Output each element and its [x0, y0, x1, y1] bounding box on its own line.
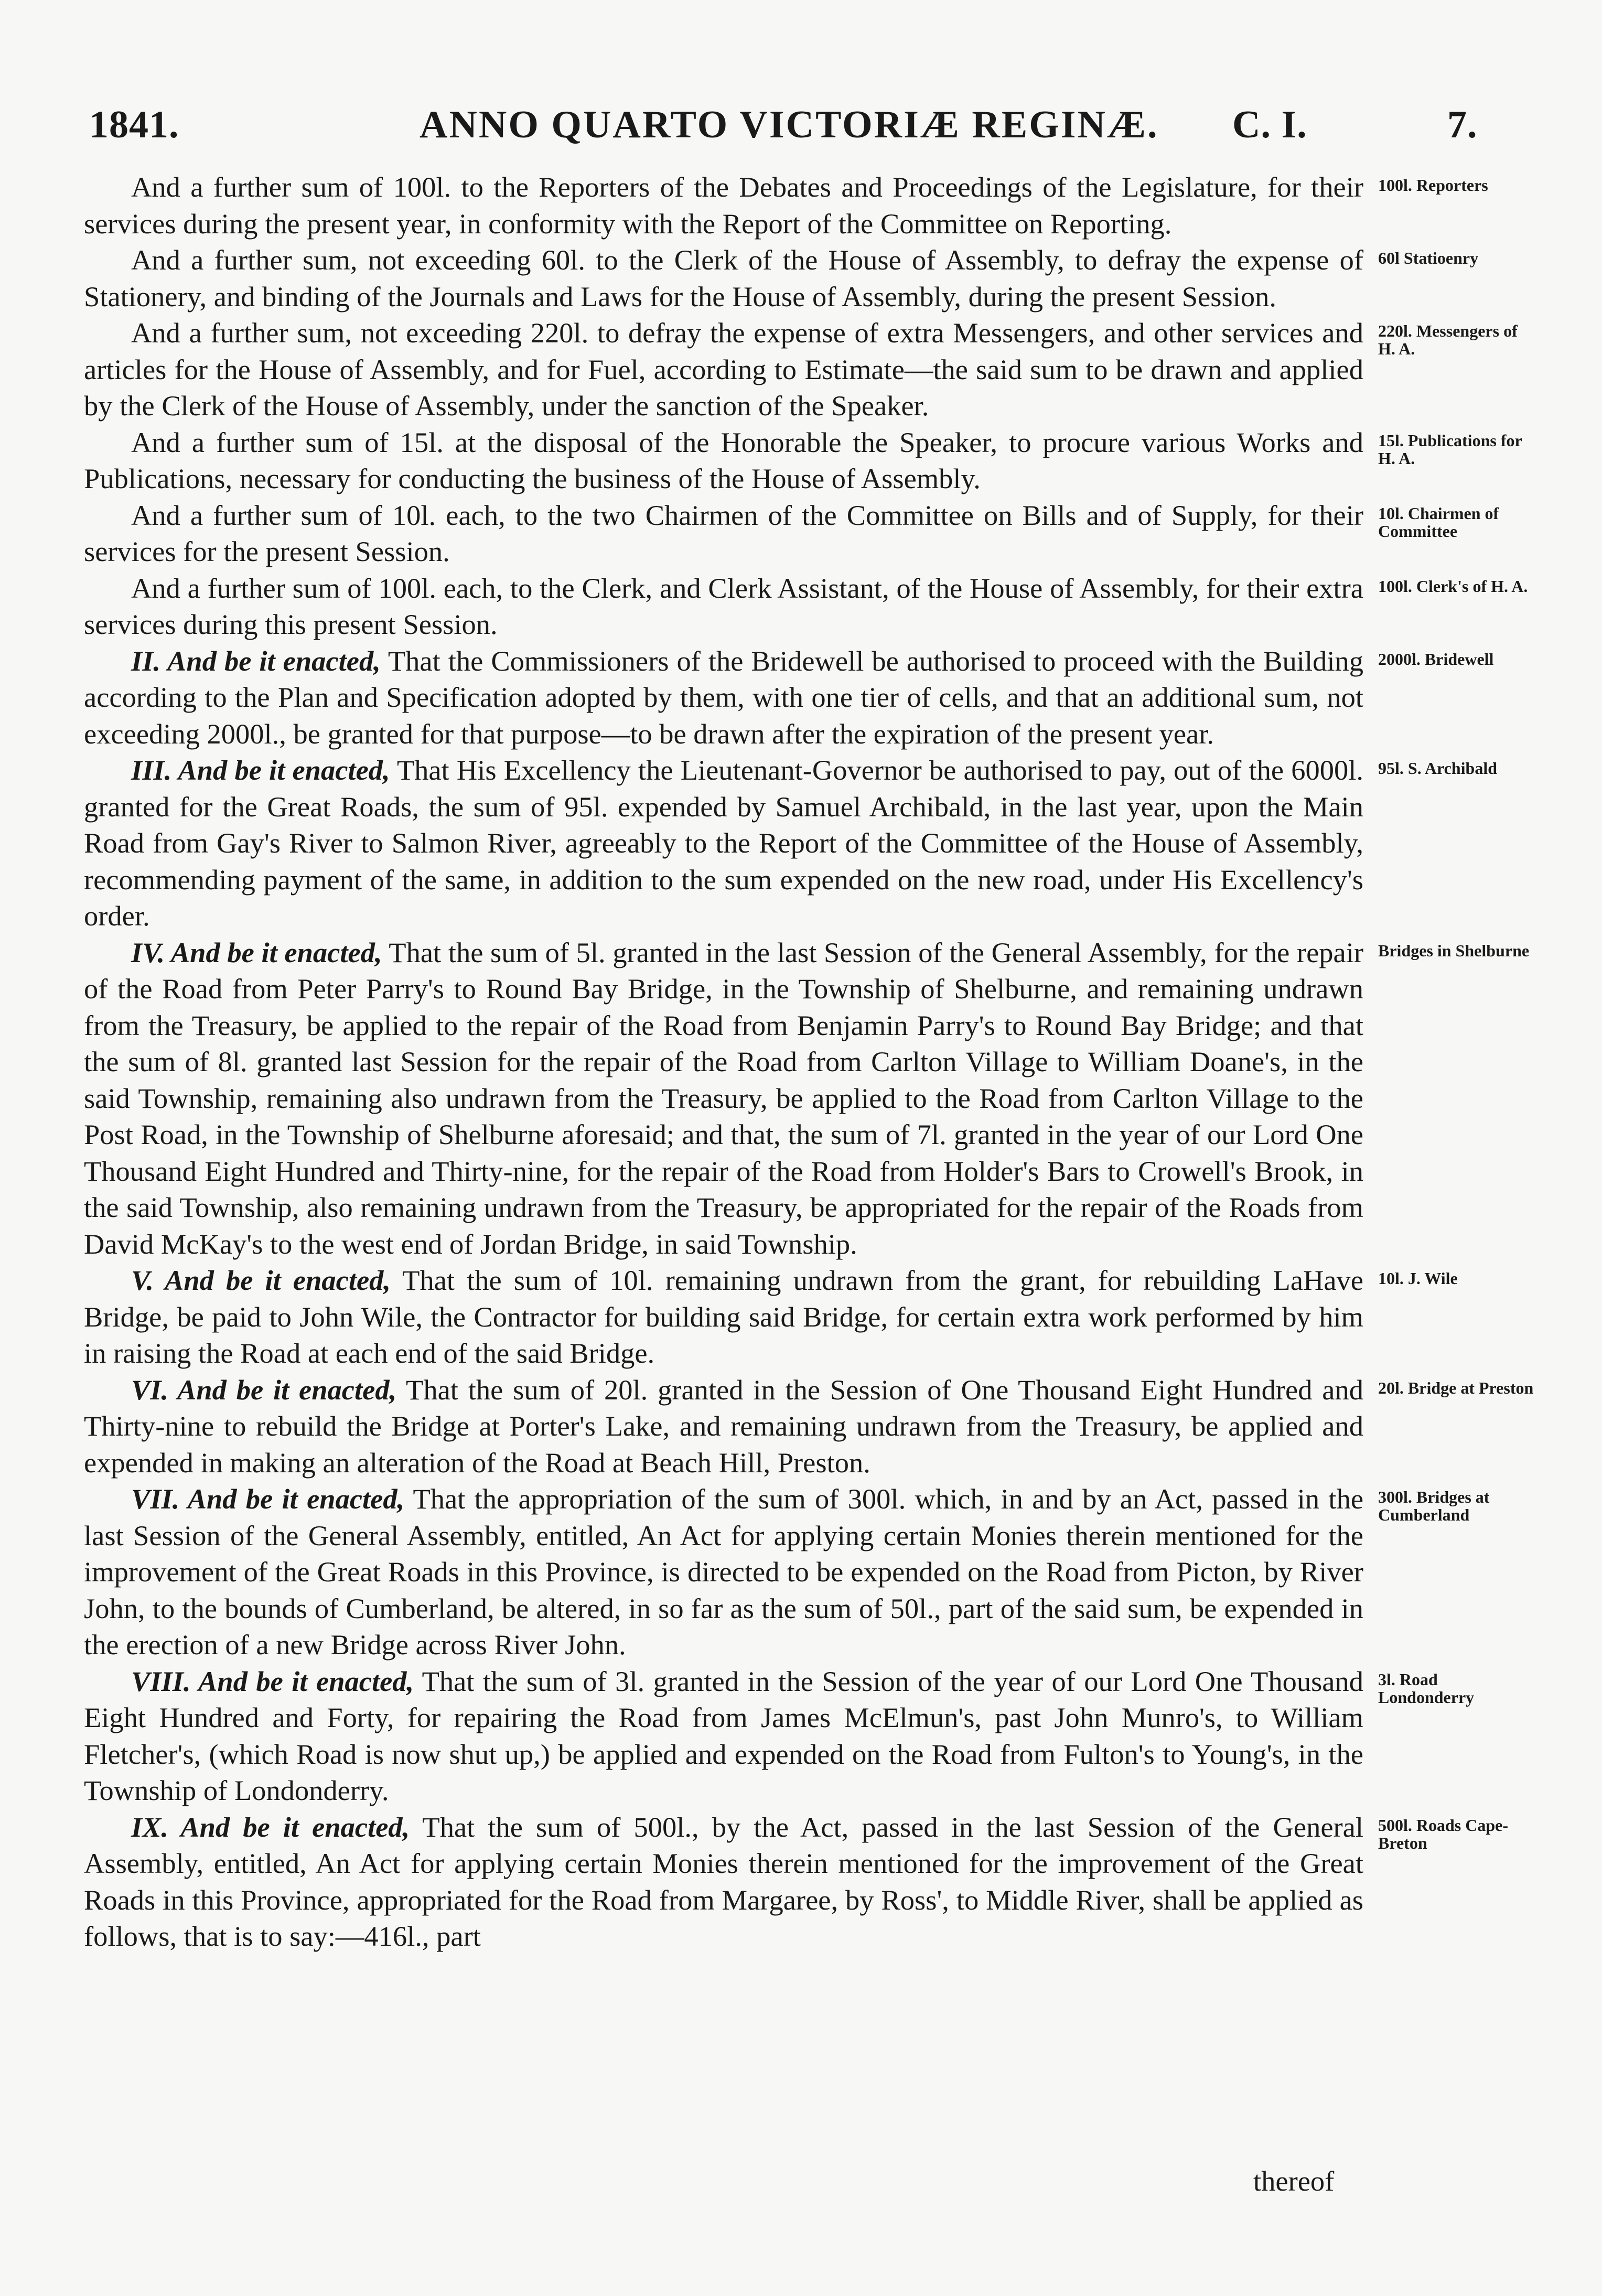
paragraph	[84, 1481, 1363, 1663]
paragraph	[84, 1262, 1363, 1372]
section-lead: IX. And be it enacted,	[131, 1810, 410, 1843]
paragraph-text: And a further sum of 15l. at the disposal of the Honorable the Speaker, to procure various Works and Publications, necessary for conducting the business of the House of Assembly.	[84, 426, 1363, 494]
paragraph	[84, 934, 1363, 1263]
paragraph-text: That the sum of 3l. granted in the Session of the year of our Lord One Thousand Eight Hundred and Forty, for repairing the Road from James McElmun's, past John Munro's, to William Fletcher's, (which Road is now shut up,) be applied and expended on the Road from Fulton's to Young's, in the Township of Londonderry.	[84, 1665, 1363, 1806]
body-text	[84, 169, 1363, 1955]
margin-note: 60l Statioenry	[1378, 249, 1479, 267]
catchword: thereof	[1253, 2165, 1335, 2197]
header-page-number: 7.	[1447, 103, 1478, 146]
section-lead: VI. And be it enacted,	[131, 1373, 397, 1406]
header-chapter: C. I.	[1232, 103, 1307, 146]
margin-note: 95l. S. Archibald	[1378, 759, 1498, 778]
section-lead: VII. And be it enacted,	[131, 1483, 405, 1515]
margin-note: 100l. Clerk's of H. A.	[1378, 577, 1528, 596]
margin-note: 10l. J. Wile	[1378, 1269, 1458, 1288]
section-lead: VIII. And be it enacted,	[131, 1665, 414, 1697]
margin-note: 220l. Messengers of H. A.	[1378, 321, 1518, 358]
paragraph-text: That the appropriation of the sum of 300l. which, in and by an Act, passed in the last Session of the General Assembly, entitled, An Act for applying certain Monies therein mentioned for the improvement of the Great Roads in this Province, is directed to be expended on the Road from Picton, by River John, to the bounds of Cumberland, be altered, in so far as the sum of 50l., part of the said sum, be expended in the erection of a new Bridge across River John.	[84, 1483, 1364, 1661]
running-header	[89, 103, 1478, 150]
paragraph	[84, 643, 1363, 752]
paragraph-text: That the sum of 5l. granted in the last Session of the General Assembly, for the repair of the Road from Peter Parry's to Round Bay Bridge, in the Township of Shelburne, and remaining undrawn from the Treasury, be applied to the repair of the Road from Benjamin Parry's to Round Bay Bridge; and that the sum of 8l. granted last Session for the repair of the Road from Carlton Village to William Doane's, in the said Township, remaining also undrawn from the Treasury, be applied to the Road from Carlton Village to the Post Road, in the Township of Shelburne aforesaid; and that, the sum of 7l. granted in the year of our Lord One Thousand Eight Hundred and Thirty-nine, for the repair of the Road from Holder's Bars to Crowell's Brook, in the said Township, also remaining undrawn from the Treasury, be appropriated for the repair of the Roads from David McKay's to the west end of Jordan Bridge, in said Township.	[84, 936, 1363, 1260]
paragraph-text: And a further sum of 100l. each, to the Clerk, and Clerk Assistant, of the House of Assembly, for their extra services during this present Session.	[84, 572, 1363, 640]
section-lead: V. And be it enacted,	[131, 1264, 391, 1296]
margin-note: 500l. Roads Cape-Breton	[1378, 1816, 1509, 1852]
paragraph-text: And a further sum, not exceeding 60l. to the Clerk of the House of Assembly, to defray the expense of Stationery, and binding of the Journals and Laws for the House of Assembly, during the present Session.	[84, 244, 1363, 312]
margin-note: 300l. Bridges at Cumberland	[1378, 1487, 1490, 1524]
paragraph	[84, 752, 1363, 934]
paragraph-text: That His Excellency the Lieutenant-Governor be authorised to pay, out of the 6000l. granted for the Great Roads, the sum of 95l. expended by Samuel Archibald, in the last year, upon the Main Road from Gay's River to Salmon River, agreeably to the Report of the Committee of the House of Assembly, recommending payment of the same, in addition to the sum expended on the new road, under His Excellency's order.	[84, 754, 1363, 932]
paragraph	[84, 1663, 1363, 1809]
paragraph-text: That the sum of 20l. granted in the Session of One Thousand Eight Hundred and Thirty-nine to rebuild the Bridge at Porter's Lake, and remaining undrawn from the Treasury, be applied and expended in making an alteration of the Road at Beach Hill, Preston.	[84, 1373, 1363, 1479]
paragraph	[84, 1372, 1363, 1481]
margin-note: 20l. Bridge at Preston	[1378, 1378, 1534, 1397]
margin-note: 3l. Road Londonderry	[1378, 1670, 1475, 1707]
paragraph	[84, 570, 1363, 643]
paragraph	[84, 315, 1363, 424]
paragraph	[84, 1809, 1363, 1955]
paragraph-text: That the sum of 10l. remaining undrawn from the grant, for rebuilding LaHave Bridge, be paid to John Wile, the Contractor for building said Bridge, for certain extra work performed by him in raising the Road at each end of the said Bridge.	[84, 1264, 1363, 1369]
header-title: ANNO QUARTO VICTORIÆ REGINÆ.	[420, 103, 1159, 146]
paragraph-text: That the Commissioners of the Bridewell be authorised to proceed with the Building according to the Plan and Specification adopted by them, with one tier of cells, and that an additional sum, not exceeding 2000l., be granted for that purpose—to be drawn after the expiration of the present year.	[84, 644, 1363, 750]
paragraph-text: And a further sum of 10l. each, to the two Chairmen of the Committee on Bills and of Supply, for their services for the present Session.	[84, 499, 1363, 567]
paragraph-text: And a further sum, not exceeding 220l. to defray the expense of extra Messengers, and other services and articles for the House of Assembly, and for Fuel, according to Estimate—the said sum to be drawn and applied by the Clerk of the House of Assembly, under the sanction of the Speaker.	[84, 317, 1363, 422]
paragraph	[84, 424, 1363, 497]
margin-note: 2000l. Bridewell	[1378, 650, 1494, 669]
margin-note: 15l. Publications for H. A.	[1378, 431, 1522, 468]
paragraph-text: And a further sum of 100l. to the Reporters of the Debates and Proceedings of the Legislature, for their services during the present year, in conformity with the Report of the Committee on Reporting.	[84, 171, 1363, 240]
section-lead: II. And be it enacted,	[131, 644, 381, 677]
paragraph-text: That the sum of 500l., by the Act, passed in the last Session of the General Assembly, entitled, An Act for applying certain Monies therein mentioned for the improvement of the Great Roads in this Province, appropriated for the Road from Margaree, by Ross', to Middle River, shall be applied as follows, that is to say:—416l., part	[84, 1810, 1363, 1952]
section-lead: IV. And be it enacted,	[131, 936, 382, 968]
header-year: 1841.	[89, 103, 179, 146]
margin-note: Bridges in Shelburne	[1378, 941, 1530, 960]
paragraph	[84, 242, 1363, 315]
margin-note: 100l. Reporters	[1378, 176, 1488, 195]
paragraph	[84, 169, 1363, 242]
paragraph	[84, 497, 1363, 570]
margin-note: 10l. Chairmen of Committee	[1378, 504, 1499, 541]
section-lead: III. And be it enacted,	[131, 754, 390, 786]
